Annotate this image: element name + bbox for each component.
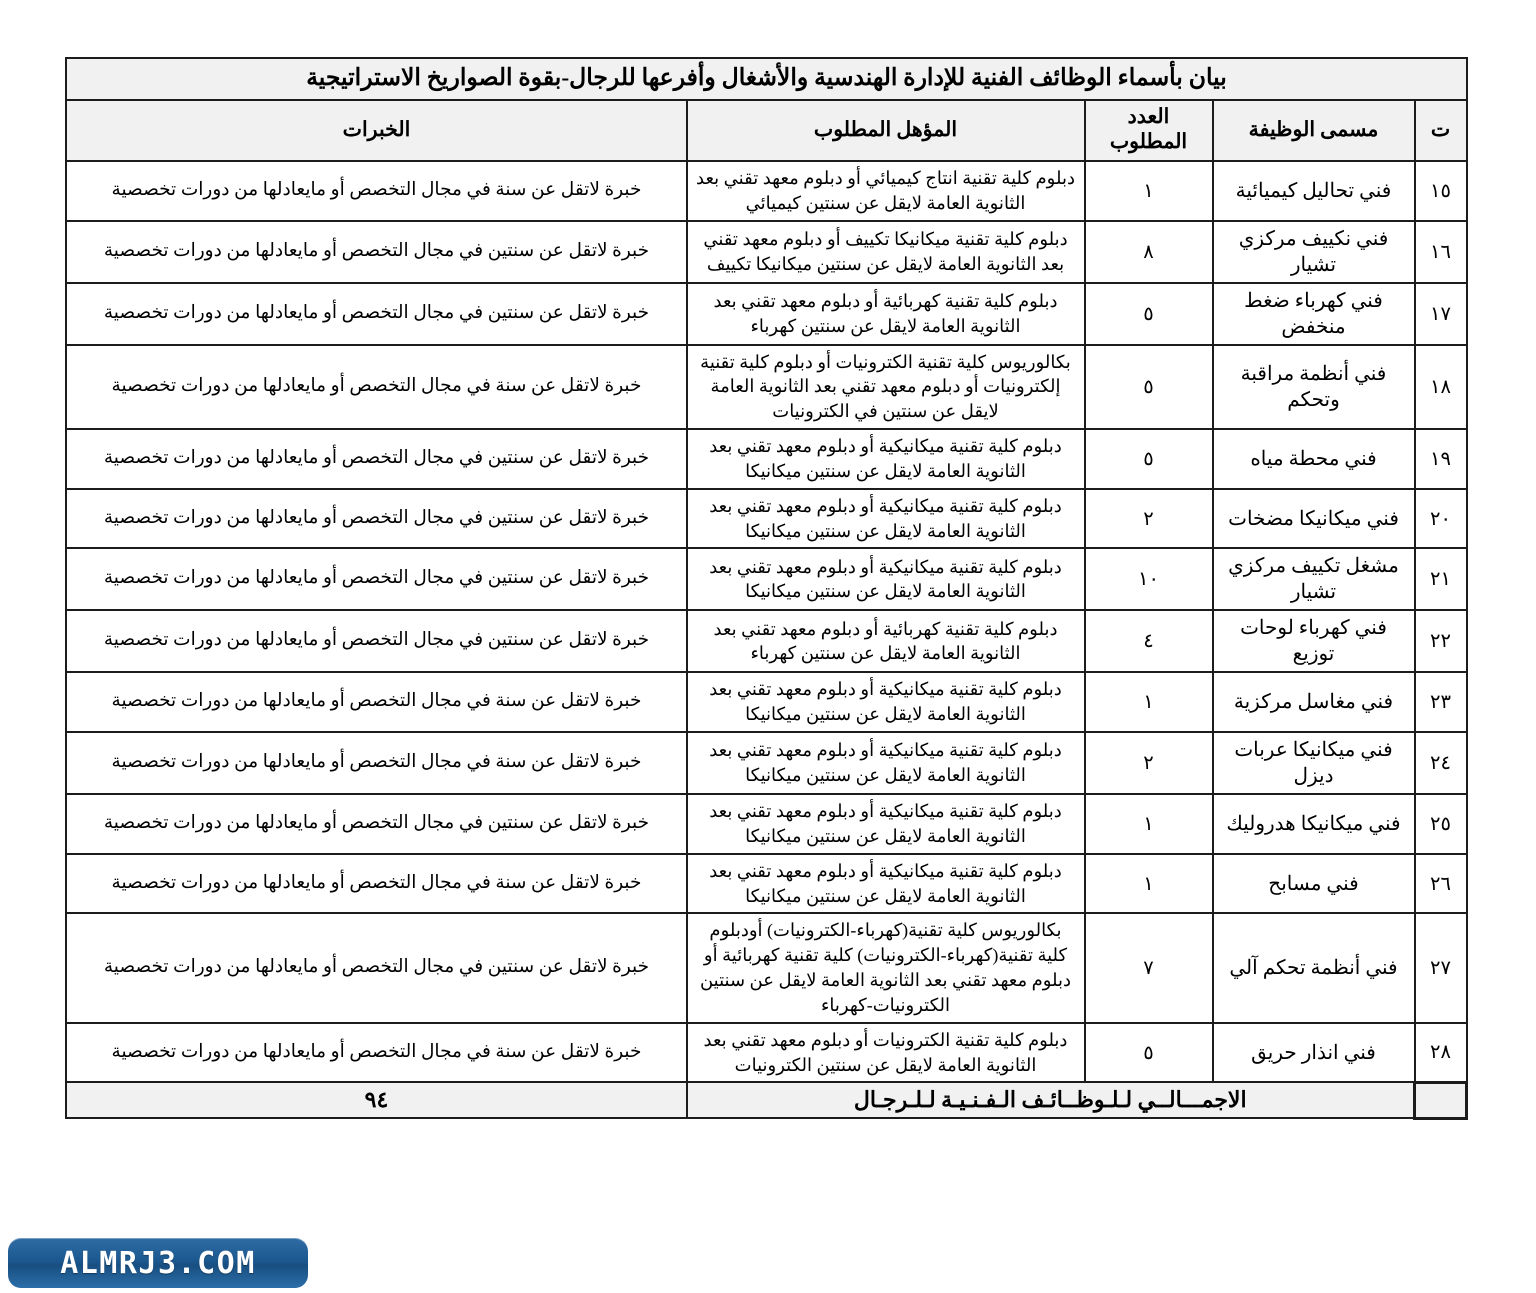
- row-experience: خبرة لاتقل عن سنتين في مجال التخصص أو مايعادلها من دورات تخصصية: [66, 429, 686, 489]
- table-row: [66, 161, 1466, 221]
- jobs-table-container: [68, 57, 1468, 1120]
- row-job-title: فني تحاليل كيميائية: [1213, 161, 1415, 221]
- table-row: [66, 732, 1466, 794]
- row-qualification: دبلوم كلية تقنية ميكانيكية أو دبلوم معهد تقني بعد الثانوية العامة لايقل عن سنتين ميكانيكا: [687, 489, 1085, 549]
- row-index: ٢٤: [1415, 732, 1467, 794]
- row-index: ١٥: [1415, 161, 1467, 221]
- row-job-title: مشغل تكييف مركزي تشيار: [1213, 548, 1415, 610]
- row-index: ١٧: [1415, 283, 1467, 345]
- table-head: [66, 58, 1466, 161]
- table-row: [66, 345, 1466, 429]
- row-experience: خبرة لاتقل عن سنة في مجال التخصص أو مايعادلها من دورات تخصصية: [66, 672, 686, 732]
- table-row: [66, 854, 1466, 914]
- row-index: ١٩: [1415, 429, 1467, 489]
- row-count: ٢: [1085, 732, 1213, 794]
- row-count: ٧: [1085, 913, 1213, 1022]
- column-header-qualification: المؤهل المطلوب: [687, 100, 1085, 161]
- row-count: ١: [1085, 672, 1213, 732]
- row-count: ١: [1085, 794, 1213, 854]
- row-qualification: دبلوم كلية تقنية ميكانيكية أو دبلوم معهد تقني بعد الثانوية العامة لايقل عن سنتين ميكانيكا: [687, 672, 1085, 732]
- row-index: ١٦: [1415, 221, 1467, 283]
- row-count: ٨: [1085, 221, 1213, 283]
- row-index: ٢٣: [1415, 672, 1467, 732]
- table-row: [66, 429, 1466, 489]
- watermark-text: ALMRJ3.COM: [60, 1245, 256, 1281]
- row-experience: خبرة لاتقل عن سنة في مجال التخصص أو مايعادلها من دورات تخصصية: [66, 345, 686, 429]
- row-qualification: دبلوم كلية تقنية ميكانيكية أو دبلوم معهد تقني بعد الثانوية العامة لايقل عن سنتين ميكانيكا: [687, 732, 1085, 794]
- table-row: [66, 672, 1466, 732]
- row-experience: خبرة لاتقل عن سنة في مجال التخصص أو مايعادلها من دورات تخصصية: [66, 1023, 686, 1083]
- row-experience: خبرة لاتقل عن سنة في مجال التخصص أو مايعادلها من دورات تخصصية: [66, 732, 686, 794]
- row-experience: خبرة لاتقل عن سنتين في مجال التخصص أو مايعادلها من دورات تخصصية: [66, 610, 686, 672]
- row-experience: خبرة لاتقل عن سنتين في مجال التخصص أو مايعادلها من دورات تخصصية: [66, 794, 686, 854]
- row-count: ٥: [1085, 283, 1213, 345]
- column-header-job-title: مسمى الوظيفة: [1213, 100, 1415, 161]
- row-qualification: دبلوم كلية تقنية ميكانيكية أو دبلوم معهد تقني بعد الثانوية العامة لايقل عن سنتين ميكانيكا: [687, 794, 1085, 854]
- row-qualification: دبلوم كلية تقنية كهربائية أو دبلوم معهد تقني بعد الثانوية العامة لايقل عن سنتين كهرباء: [687, 610, 1085, 672]
- row-job-title: فني انذار حريق: [1213, 1023, 1415, 1083]
- row-experience: خبرة لاتقل عن سنتين في مجال التخصص أو مايعادلها من دورات تخصصية: [66, 489, 686, 549]
- row-job-title: فني مغاسل مركزية: [1213, 672, 1415, 732]
- row-count: ٥: [1085, 1023, 1213, 1083]
- row-index: ٢٥: [1415, 794, 1467, 854]
- row-qualification: بكالوريوس كلية تقنية(كهرباء-الكترونيات) أودبلوم كلية تقنية(كهرباء-الكترونيات) كلية تقنية كهربائية أو دبلوم معهد تقني بعد الثانوية العامة لايقل عن سنتين الكترونيات-كهرباء: [687, 913, 1085, 1022]
- row-job-title: فني مسابح: [1213, 854, 1415, 914]
- row-job-title: فني محطة مياه: [1213, 429, 1415, 489]
- row-count: ٥: [1085, 345, 1213, 429]
- row-qualification: دبلوم كلية تقنية الكترونيات أو دبلوم معهد تقني بعد الثانوية العامة لايقل عن سنتين الكترونيات: [687, 1023, 1085, 1083]
- row-index: ٢٦: [1415, 854, 1467, 914]
- row-index: ٢٨: [1415, 1023, 1467, 1083]
- row-count: ٥: [1085, 429, 1213, 489]
- site-watermark-badge: [8, 1238, 308, 1288]
- table-row: [66, 283, 1466, 345]
- row-count: ٤: [1085, 610, 1213, 672]
- table-row: [66, 489, 1466, 549]
- title-row: [66, 58, 1466, 100]
- row-experience: خبرة لاتقل عن سنتين في مجال التخصص أو مايعادلها من دورات تخصصية: [66, 548, 686, 610]
- row-qualification: دبلوم كلية تقنية ميكانيكا تكييف أو دبلوم معهد تقني بعد الثانوية العامة لايقل عن سنتين ميكانيكا تكييف: [687, 221, 1085, 283]
- column-header-count-required: العدد المطلوب: [1085, 100, 1213, 161]
- row-index: ٢٧: [1415, 913, 1467, 1022]
- table-row: [66, 221, 1466, 283]
- row-qualification: دبلوم كلية تقنية ميكانيكية أو دبلوم معهد تقني بعد الثانوية العامة لايقل عن سنتين ميكانيكا: [687, 854, 1085, 914]
- row-count: ١٠: [1085, 548, 1213, 610]
- page-title: بيان بأسماء الوظائف الفنية للإدارة الهندسية والأشغال وأفرعها للرجال-بقوة الصواريخ الاستراتيجية: [66, 58, 1466, 100]
- row-qualification: دبلوم كلية تقنية ميكانيكية أو دبلوم معهد تقني بعد الثانوية العامة لايقل عن سنتين ميكانيكا: [687, 548, 1085, 610]
- row-qualification: بكالوريوس كلية تقنية الكترونيات أو دبلوم كلية تقنية إلكترونيات أو دبلوم معهد تقني بعد الثانوية العامة لايقل عن سنتين في الكترونيات: [687, 345, 1085, 429]
- row-experience: خبرة لاتقل عن سنتين في مجال التخصص أو مايعادلها من دورات تخصصية: [66, 221, 686, 283]
- total-row: [66, 1082, 1466, 1118]
- row-job-title: فني ميكانيكا عربات ديزل: [1213, 732, 1415, 794]
- row-experience: خبرة لاتقل عن سنة في مجال التخصص أو مايعادلها من دورات تخصصية: [66, 161, 686, 221]
- column-header-experience: الخبرات: [66, 100, 686, 161]
- header-row: [66, 100, 1466, 161]
- row-job-title: فني ميكانيكا هدروليك: [1213, 794, 1415, 854]
- row-count: ١: [1085, 161, 1213, 221]
- row-job-title: فني ميكانيكا مضخات: [1213, 489, 1415, 549]
- total-value: ٩٤: [66, 1082, 686, 1118]
- row-index: ١٨: [1415, 345, 1467, 429]
- table-row: [66, 913, 1466, 1022]
- row-job-title: فني أنظمة مراقبة وتحكم: [1213, 345, 1415, 429]
- row-qualification: دبلوم كلية تقنية انتاج كيميائي أو دبلوم معهد تقني بعد الثانوية العامة لايقل عن سنتين كيميائي: [687, 161, 1085, 221]
- total-label: الاجمـــالــي لـلـوظــائـف الـفـنـيـة لـلـرجـال: [687, 1082, 1415, 1118]
- table-row: [66, 548, 1466, 610]
- row-job-title: فني كهرباء ضغط منخفض: [1213, 283, 1415, 345]
- column-header-index: ت: [1415, 100, 1467, 161]
- table-body: [66, 161, 1466, 1082]
- table-foot: [66, 1082, 1466, 1118]
- table-row: [66, 1023, 1466, 1083]
- row-index: ٢١: [1415, 548, 1467, 610]
- row-experience: خبرة لاتقل عن سنة في مجال التخصص أو مايعادلها من دورات تخصصية: [66, 854, 686, 914]
- row-index: ٢٢: [1415, 610, 1467, 672]
- table-row: [66, 794, 1466, 854]
- row-job-title: فني نكييف مركزي تشيار: [1213, 221, 1415, 283]
- row-qualification: دبلوم كلية تقنية ميكانيكية أو دبلوم معهد تقني بعد الثانوية العامة لايقل عن سنتين ميكانيكا: [687, 429, 1085, 489]
- total-spacer-index: [1415, 1082, 1467, 1118]
- row-index: ٢٠: [1415, 489, 1467, 549]
- row-experience: خبرة لاتقل عن سنتين في مجال التخصص أو مايعادلها من دورات تخصصية: [66, 283, 686, 345]
- technical-jobs-table: [65, 57, 1468, 1120]
- row-job-title: فني كهرباء لوحات توزيع: [1213, 610, 1415, 672]
- table-row: [66, 610, 1466, 672]
- row-count: ١: [1085, 854, 1213, 914]
- row-experience: خبرة لاتقل عن سنتين في مجال التخصص أو مايعادلها من دورات تخصصية: [66, 913, 686, 1022]
- row-count: ٢: [1085, 489, 1213, 549]
- row-job-title: فني أنظمة تحكم آلي: [1213, 913, 1415, 1022]
- row-qualification: دبلوم كلية تقنية كهربائية أو دبلوم معهد تقني بعد الثانوية العامة لايقل عن سنتين كهرباء: [687, 283, 1085, 345]
